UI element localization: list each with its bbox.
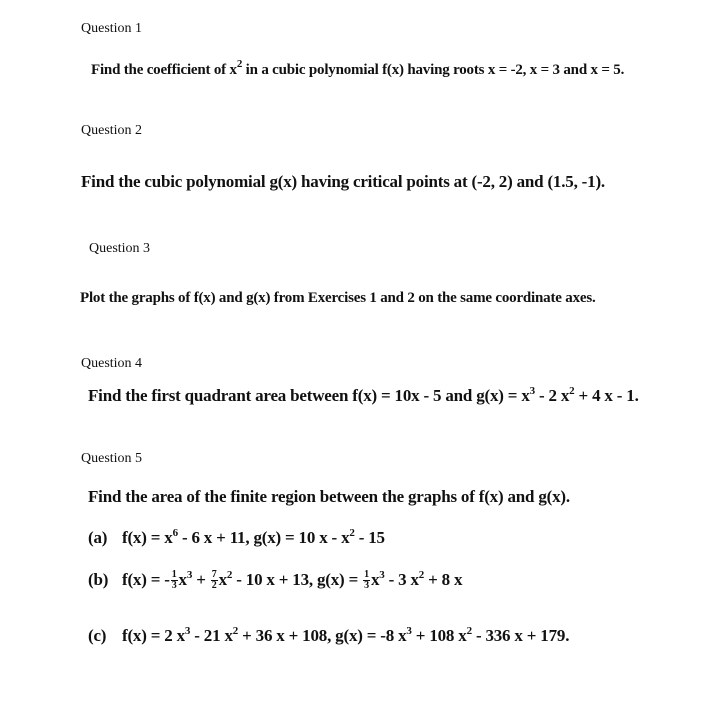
question-5-part-a: (a) $f(x) = x^6 - 6$ x + 11, g(x) = 10 x - $x^2 - 15$ xyxy=(88,527,385,547)
question-4-heading: Question 4 xyxy=(81,356,143,371)
question-3-heading: Question 3 xyxy=(89,241,151,256)
question-2-heading: Question 2 xyxy=(81,123,143,138)
question-4-text: Find the first quadrant area between f(x) = 10x - 5 and $g(x) = x^3 - 2$ $x^2 + 4$ x - 1. xyxy=(88,385,639,405)
fraction: $\frac{1}{3}$ xyxy=(364,568,369,591)
fraction: $\frac{1}{3}$ xyxy=(171,568,177,591)
fraction: $\frac{7}{2}$ xyxy=(211,568,217,591)
question-5-part-c: (c) f(x) = 2 $x^3 - 21$ $x^2 + 36$ x + 108, g(x) = -8 $x^3 + 108$ $x^2 - 336$ x + 179. xyxy=(88,625,570,645)
question-5-part-b: (b) f(x) = - $\frac{1}{3}$ $x^3$ + $\frac{7}{2}$ $x^2 - 10$ x + 13, g(x) = $\frac{1}{3}$ $x^3 - 3$ $x^2 + 8$ x xyxy=(88,568,463,591)
question-3-text: Plot the graphs of f(x) and g(x) from Exercises 1 and 2 on the same coordinate axes. xyxy=(80,290,596,306)
question-2-text: Find the cubic polynomial g(x) having critical points at (-2, 2) and (1.5, -1). xyxy=(81,172,605,191)
question-5-text: Find the area of the finite region between the graphs of f(x) and g(x). xyxy=(88,487,570,506)
question-1-heading: Question 1 xyxy=(81,21,143,36)
question-1-text: Find the coefficient of $x^2$ in a cubic polynomial f(x) having roots x = -2, x = 3 and x = 5. xyxy=(91,58,625,78)
question-5-heading: Question 5 xyxy=(81,451,143,466)
